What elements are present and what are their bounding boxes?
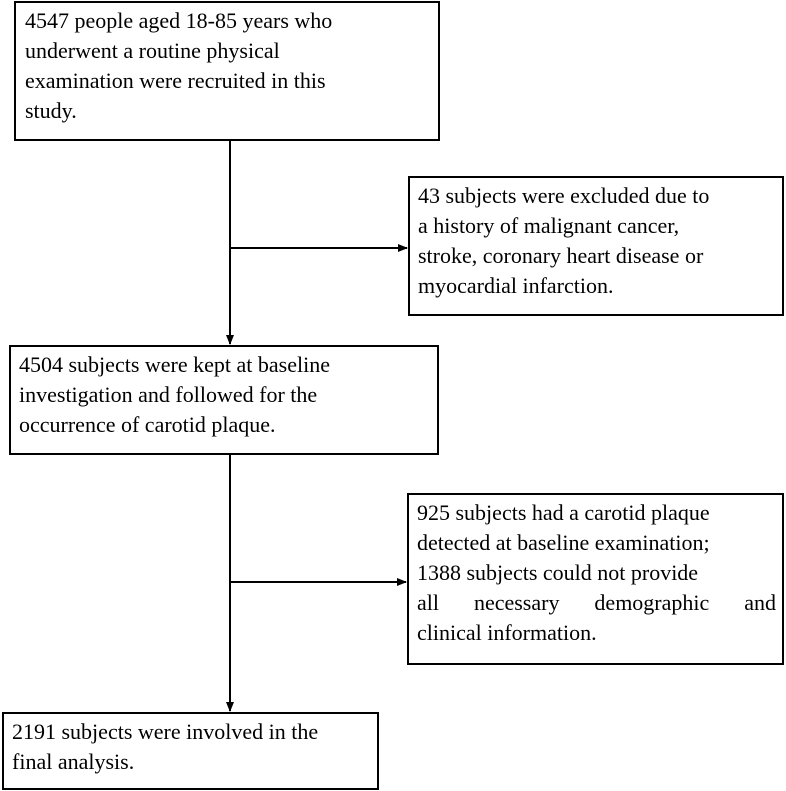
box-text-line: clinical information. — [417, 620, 597, 645]
start-recruitment-box — [14, 1, 440, 141]
box-text-line: a history of malignant cancer, — [418, 213, 680, 238]
exclusion-box-1 — [408, 176, 784, 316]
box-text-line: investigation and followed for the — [19, 382, 318, 407]
box-text-line: 4504 subjects were kept at baseline — [19, 352, 330, 377]
box-text-line: stroke, coronary heart disease or — [418, 243, 704, 268]
box-text-line: 4547 people aged 18-85 years who — [25, 8, 333, 33]
box-text-line: study. — [25, 98, 77, 123]
final-analysis-box — [2, 712, 379, 790]
box-text-line: 43 subjects were excluded due to — [418, 183, 710, 208]
baseline-box — [9, 345, 439, 455]
box-text-line: occurrence of carotid plaque. — [19, 412, 276, 437]
box-text-line: myocardial infarction. — [418, 273, 614, 298]
box-text-line: examination were recruited in this — [25, 68, 326, 93]
exclusion-box-2 — [407, 493, 784, 665]
box-text-line: all necessary demographic and — [417, 590, 776, 615]
box-text-line: 2191 subjects were involved in the — [12, 719, 319, 744]
box-text-line: 1388 subjects could not provide — [417, 560, 699, 585]
box-text-line: final analysis. — [12, 749, 135, 774]
box-text-line: 925 subjects had a carotid plaque — [417, 500, 710, 525]
box-text-line: underwent a routine physical — [25, 38, 280, 63]
box-text-line: detected at baseline examination; — [417, 530, 710, 555]
